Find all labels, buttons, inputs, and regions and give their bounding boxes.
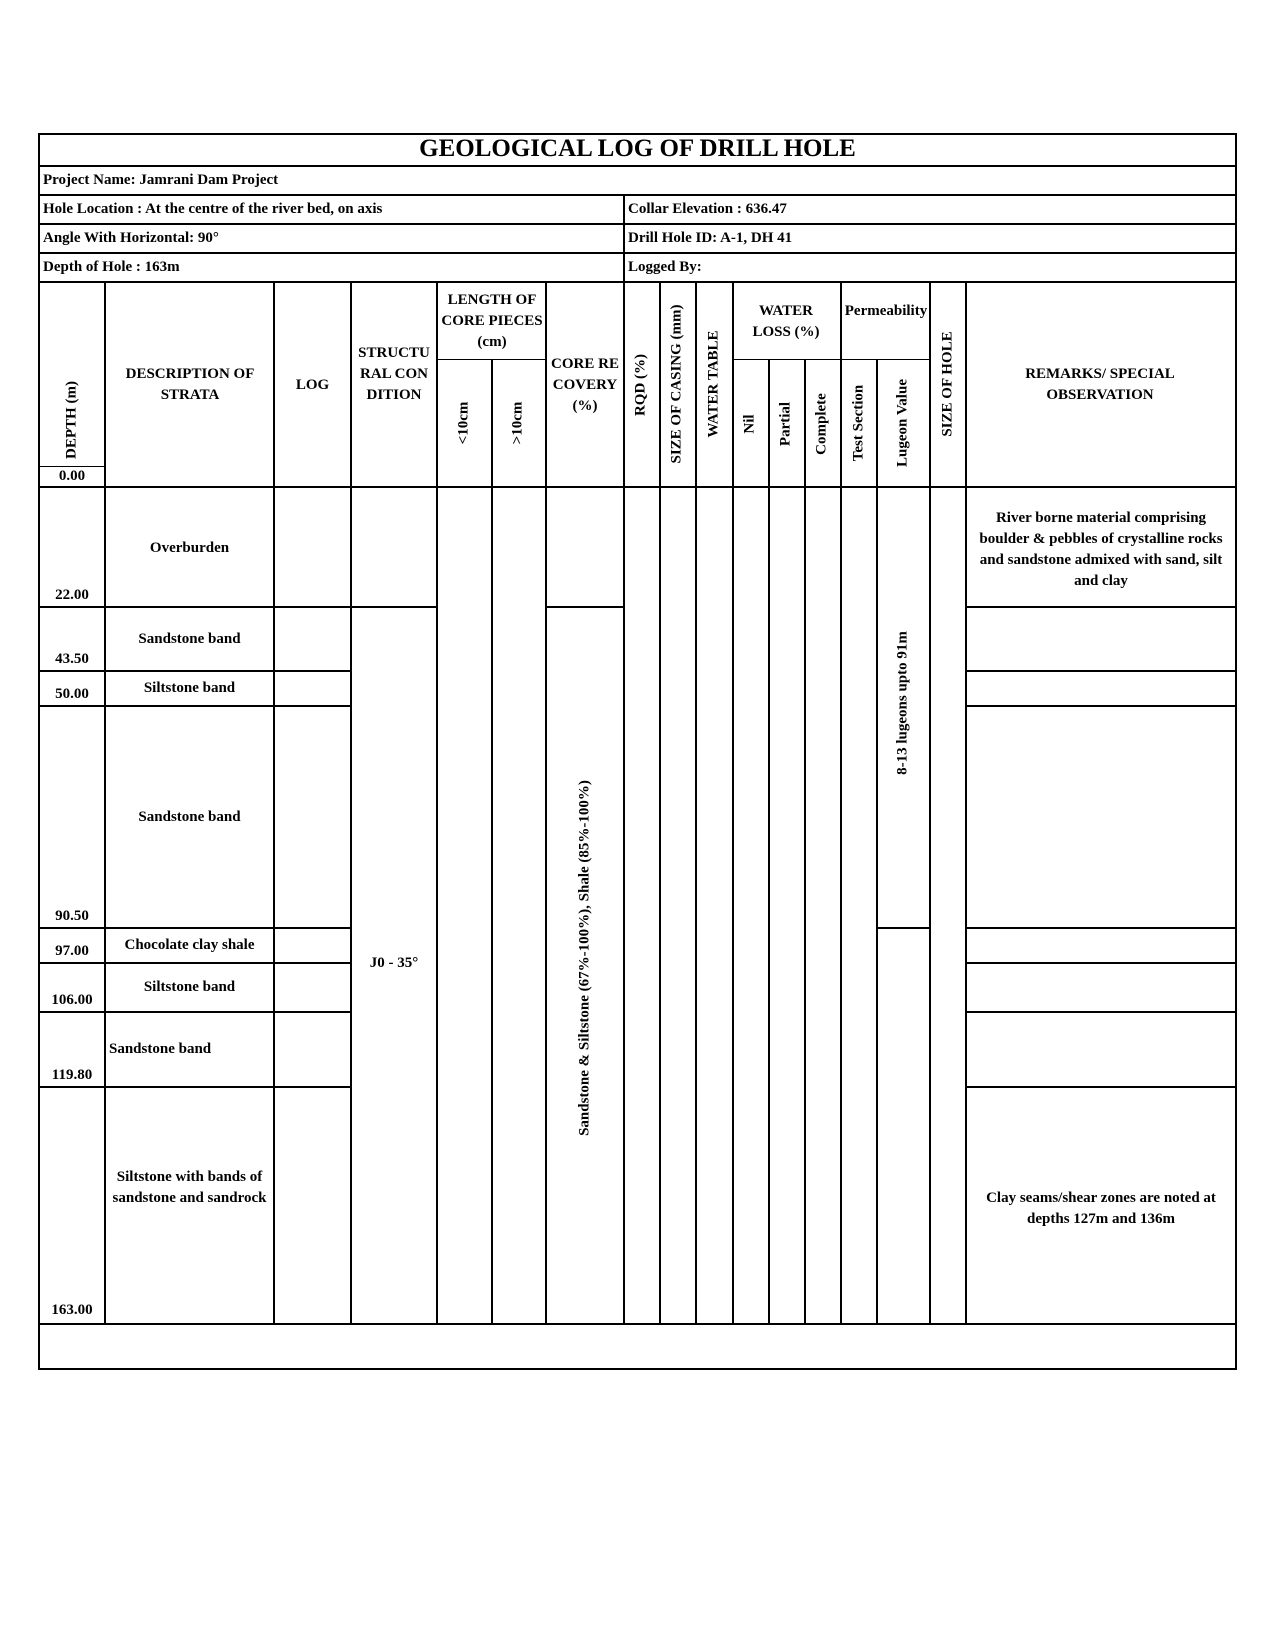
- log-header: LOG: [295, 377, 330, 393]
- hole-size-header: SIZE OF HOLE: [939, 331, 956, 437]
- col-line: [732, 281, 734, 1324]
- col-line: [436, 281, 438, 1324]
- col-line: [350, 281, 352, 1324]
- col-line: [929, 281, 931, 1324]
- strata-description: Siltstone band: [143, 979, 236, 995]
- nil-header: Nil: [741, 414, 758, 434]
- col-line: [876, 359, 878, 1324]
- divider: [38, 165, 1237, 167]
- row-line: [965, 606, 1237, 608]
- permeability-header: Permeability: [844, 303, 928, 319]
- core-recovery-note: Sandstone & Siltstone (67%-100%), Shale (85%-100%): [576, 780, 593, 1136]
- depth-value: 50.00: [55, 686, 89, 702]
- col-line: [545, 281, 547, 1324]
- document-title: GEOLOGICAL LOG OF DRILL HOLE: [419, 135, 856, 162]
- divider: [38, 194, 1237, 196]
- col-line: [623, 281, 625, 1324]
- hole-depth: Depth of Hole : 163m: [43, 259, 180, 275]
- remarks-header: REMARKS/ SPECIAL OBSERVATION: [1025, 366, 1175, 403]
- lugeon-note: 8-13 lugeons upto 91m: [894, 631, 911, 775]
- structural-condition: J0 - 35°: [369, 955, 419, 971]
- row-line: [965, 1086, 1237, 1088]
- row-line: [965, 962, 1237, 964]
- depth-value: 97.00: [55, 943, 89, 959]
- depth-value: 119.80: [51, 1067, 93, 1083]
- water-loss-header: WATER LOSS (%): [752, 303, 820, 340]
- depth-header: DEPTH (m): [63, 381, 80, 459]
- lt10-header: <10cm: [455, 401, 472, 445]
- strata-description: Sandstone band: [138, 631, 241, 647]
- row-line: [38, 670, 352, 672]
- col-line: [768, 359, 770, 1324]
- partial-header: Partial: [777, 401, 794, 447]
- test-section-header: Test Section: [850, 384, 867, 462]
- row-line: [545, 606, 625, 608]
- row-line: [38, 927, 352, 929]
- core-recovery-header: CORE RECOVERY (%): [551, 356, 619, 414]
- col-line: [659, 281, 661, 1324]
- hole-location: Hole Location : At the centre of the river bed, on axis: [43, 201, 383, 217]
- divider: [733, 359, 931, 360]
- footer-top: [38, 1323, 1237, 1325]
- border-left: [38, 133, 40, 1370]
- row-line: [965, 670, 1237, 672]
- row-line: [38, 606, 352, 608]
- divider: [38, 281, 1237, 283]
- col-line: [695, 281, 697, 1324]
- col-line: [804, 359, 806, 1324]
- border-bottom: [38, 1368, 1237, 1370]
- water-table-header: WATER TABLE: [705, 330, 722, 438]
- depth-start: 0.00: [58, 468, 86, 484]
- lugeon-header: Lugeon Value: [894, 379, 911, 467]
- border-right: [1235, 133, 1237, 1370]
- depth-value: 43.50: [55, 651, 89, 667]
- remarks-overburden: River borne material comprising boulder & pebbles of crystalline rocks and sandstone admixed with sand, silt and clay: [979, 510, 1223, 589]
- depth-value: 22.00: [55, 587, 89, 603]
- strata-description: Siltstone band: [143, 680, 236, 696]
- drill-hole-id: Drill Hole ID: A-1, DH 41: [628, 230, 793, 246]
- structural-header: STRUCTURAL CONDITION: [358, 345, 430, 403]
- col-line: [965, 281, 967, 1324]
- row-line: [876, 927, 931, 929]
- depth-value: 90.50: [55, 908, 89, 924]
- row-line: [965, 927, 1237, 929]
- row-line: [965, 1011, 1237, 1013]
- divider: [38, 252, 1237, 254]
- complete-header: Complete: [813, 393, 830, 455]
- strata-description: Chocolate clay shale: [124, 937, 255, 953]
- project-name: Project Name: Jamrani Dam Project: [43, 172, 279, 188]
- col-line: [491, 359, 493, 1324]
- row-line: [38, 705, 352, 707]
- row-line: [38, 962, 352, 964]
- depth-value: 106.00: [51, 992, 93, 1008]
- strata-description: Sandstone band: [138, 809, 241, 825]
- gt10-header: >10cm: [509, 401, 526, 445]
- row-line: [350, 606, 438, 608]
- rqd-header: RQD (%): [632, 353, 649, 417]
- description-header: DESCRIPTION OF STRATA: [125, 366, 255, 403]
- angle-horizontal: Angle With Horizontal: 90°: [43, 230, 219, 246]
- strata-description: Siltstone with bands of sandstone and sandrock: [112, 1169, 267, 1206]
- divider: [38, 223, 1237, 225]
- strata-description: Sandstone band: [109, 1041, 212, 1057]
- row-line: [38, 1011, 352, 1013]
- logged-by: Logged By:: [628, 259, 702, 275]
- header-bottom: [38, 486, 1237, 488]
- collar-elevation: Collar Elevation : 636.47: [628, 201, 787, 217]
- remarks-clay-seams: Clay seams/shear zones are noted at depths 127m and 136m: [986, 1190, 1216, 1227]
- casing-header: SIZE OF CASING (mm): [668, 304, 685, 464]
- depth-value: 163.00: [51, 1302, 93, 1318]
- row-line: [38, 1086, 352, 1088]
- row-line: [965, 705, 1237, 707]
- col-line: [273, 281, 275, 1324]
- strata-description: Overburden: [149, 540, 230, 556]
- info-split: [623, 194, 625, 283]
- col-line: [840, 281, 842, 1324]
- length-core-header: LENGTH OF CORE PIECES (cm): [441, 292, 543, 350]
